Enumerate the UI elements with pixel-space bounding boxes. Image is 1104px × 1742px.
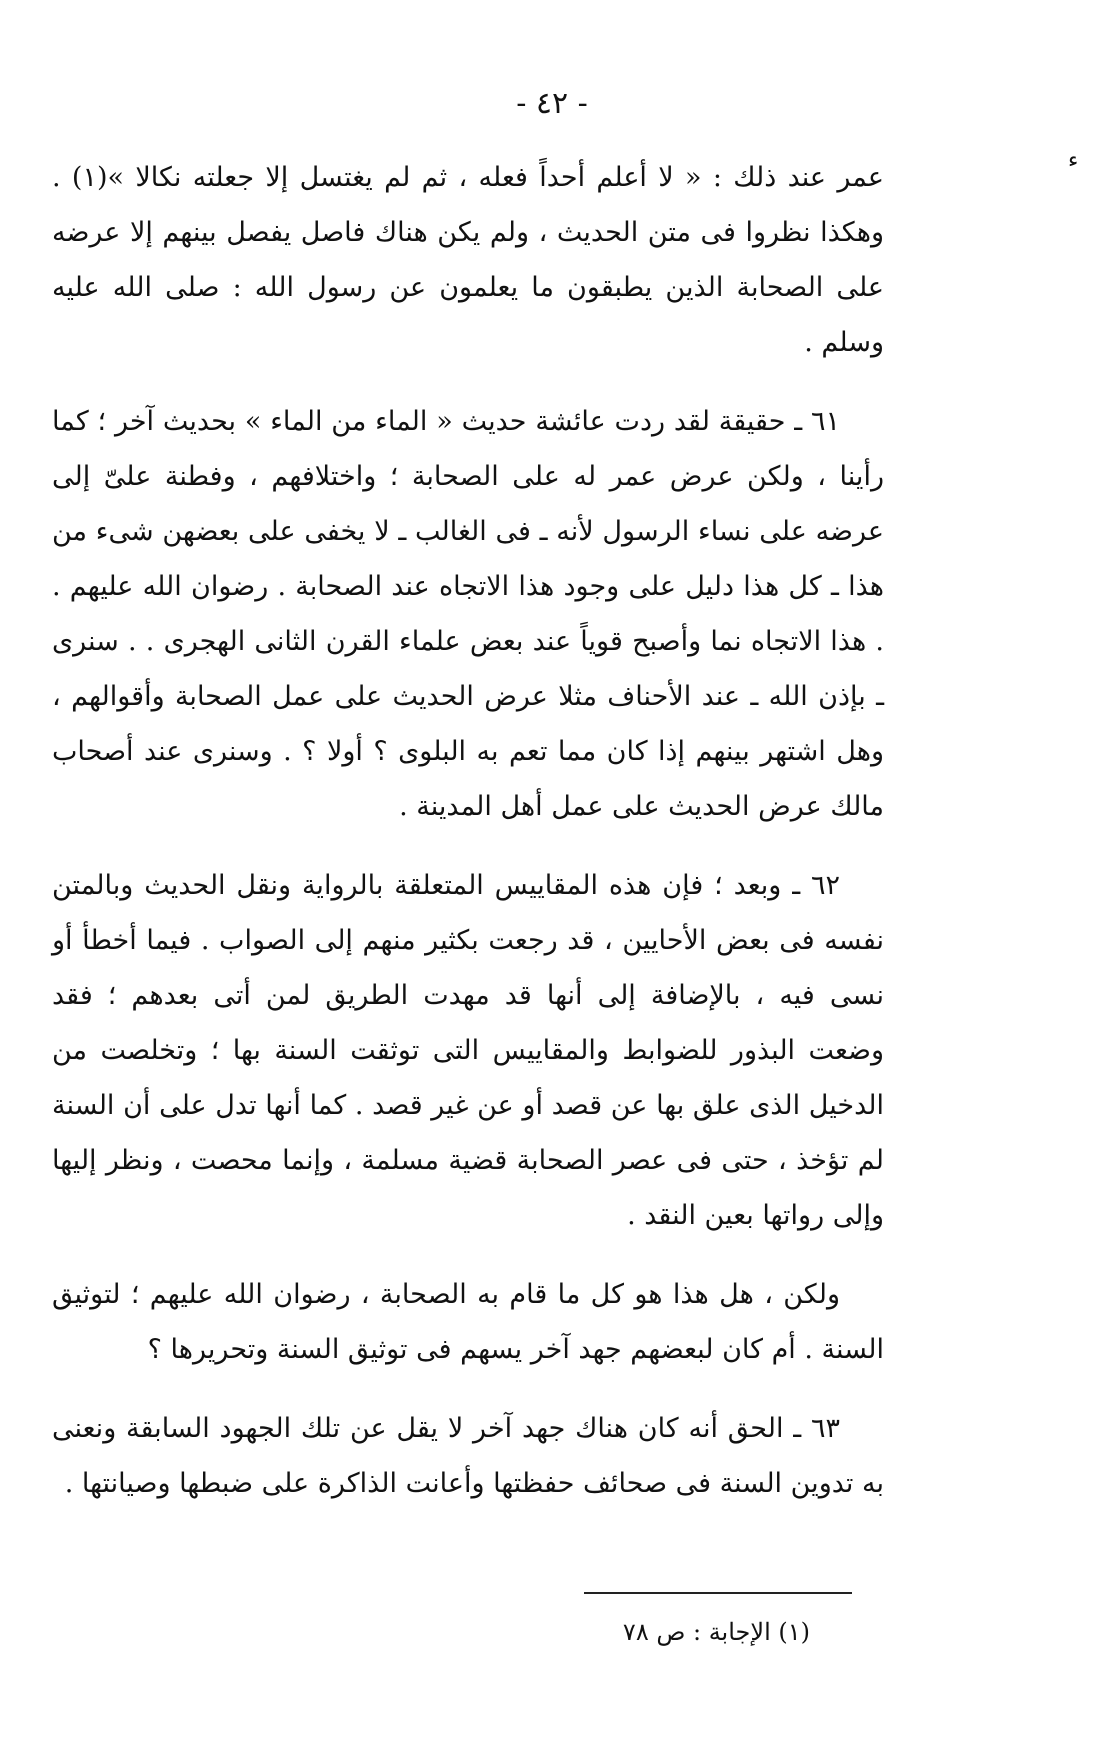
paragraph-61: ٦١ ـ حقيقة لقد ردت عائشة حديث « الماء من الماء » بحديث آخر ؛ كما رأينا ، ولكن عرض عمر له على الصحابة ؛ واختلافهم ، وفطنة علىّ إلى عرضه على نساء الرسول لأنه ـ فى الغالب ـ لا يخفى على بعضهن شىء من هذا ـ كل هذا دليل على وجود هذا الاتجاه عند الصحابة . رضوان الله عليهم . . هذا الاتجاه نما وأصبح قوياً عند بعض علماء القرن الثانى الهجرى . . سنرى ـ بإذن الله ـ عند الأحناف مثلا عرض الحديث على عمل الصحابة وأقوالهم ، وهل اشتهر بينهم إذا كان مما تعم به البلوى ؟ أولا ؟ . وسنرى عند أصحاب مالك عرض الحديث على عمل أهل المدينة . [52,406,884,822]
page-number: - ٤٢ - [516,86,588,121]
footnote: (١) الإجابة : ص ٧٨ [622,1618,810,1646]
margin-mark: ء [1068,148,1079,173]
paragraph-question: ولكن ، هل هذا هو كل ما قام به الصحابة ، رضوان الله عليهم ؛ لتوثيق السنة . أم كان لبعضهم جهد آخر يسهم فى توثيق السنة وتحريرها ؟ [52,1279,884,1365]
body-text [52,150,884,1535]
paragraph-continuation: عمر عند ذلك : « لا أعلم أحداً فعله ، ثم لم يغتسل إلا جعلته نكالا »(١) . وهكذا نظروا فى متن الحديث ، ولم يكن هناك فاصل يفصل بينهم إلا عرضه على الصحابة الذين يطبقون ما يعلمون عن رسول الله : صلى الله عليه وسلم . [52,162,884,358]
footnote-divider [584,1592,852,1594]
paragraph-63: ٦٣ ـ الحق أنه كان هناك جهد آخر لا يقل عن تلك الجهود السابقة ونعنى به تدوين السنة فى صحائف حفظتها وأعانت الذاكرة على ضبطها وصيانتها . [52,1413,884,1499]
paragraph-62: ٦٢ ـ وبعد ؛ فإن هذه المقاييس المتعلقة بالرواية ونقل الحديث وبالمتن نفسه فى بعض الأحايين ، قد رجعت بكثير منهم إلى الصواب . فيما أخطأ أو نسى فيه ، بالإضافة إلى أنها قد مهدت الطريق لمن أتى بعدهم ؛ فقد وضعت البذور للضوابط والمقاييس التى توثقت السنة بها ؛ وتخلصت من الدخيل الذى علق بها عن قصد أو عن غير قصد . كما أنها تدل على أن السنة لم تؤخذ ، حتى فى عصر الصحابة قضية مسلمة ، وإنما محصت ، ونظر إليها وإلى رواتها بعين النقد . [52,870,884,1231]
